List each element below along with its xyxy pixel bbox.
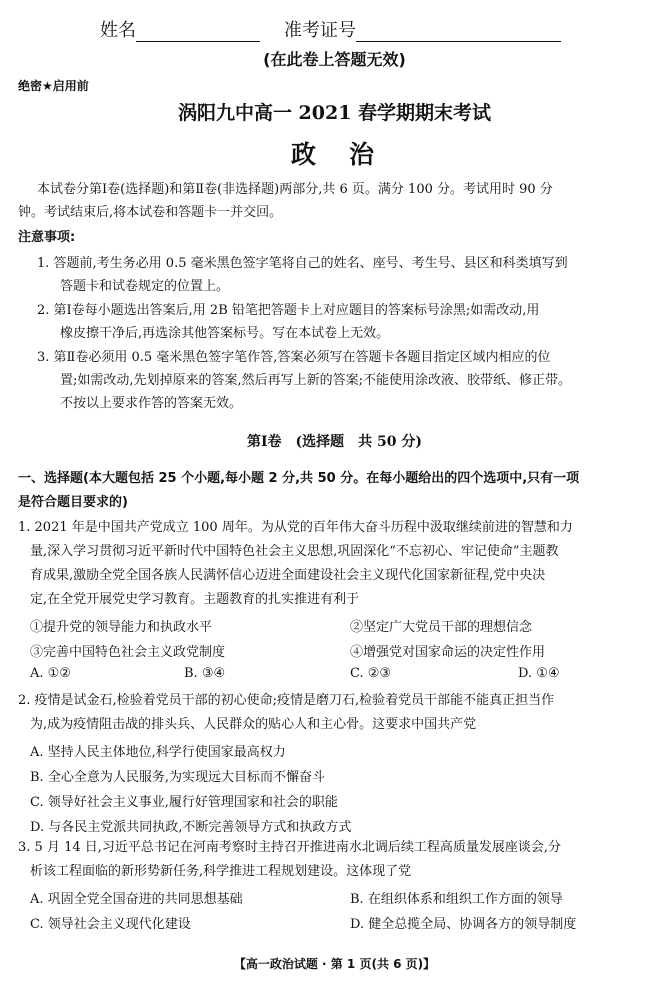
note-line: 橡皮擦干净后,再选涂其他答案标号。写在本试卷上无效。 (60, 326, 390, 341)
name-field-row (100, 16, 260, 42)
name-blank (136, 23, 260, 42)
question-3-choice-a: A. 巩固全党全国奋进的共同思想基础 (30, 892, 243, 907)
question-3-choice-b: B. 在组织体系和组织工作方面的领导 (350, 892, 563, 907)
question-1-stem: 定,在全党开展党史学习教育。主题教育的扎实推进有利于 (30, 592, 360, 607)
question-1-choice-b: B. ③④ (184, 666, 226, 681)
question-3-stem: 3. 5 月 14 日,习近平总书记在河南考察时主持召开推进南水北调后续工程高质量发展座谈会,分 (18, 840, 562, 855)
ticket-blank (356, 23, 561, 42)
ticket-field-row (284, 16, 561, 42)
answer-invalid-notice: (在此卷上答题无效) (263, 50, 406, 69)
question-3-choice-c: C. 领导社会主义现代化建设 (30, 917, 191, 932)
question-3-stem: 析该工程面临的新形势新任务,科学推进工程规划建设。这体现了党 (30, 864, 412, 879)
question-1-stem: 育成果,激励全党全国各族人民满怀信心迈进全面建设社会主义现代化国家新征程,党中央决 (30, 568, 546, 583)
question-1-stem: 1. 2021 年是中国共产党成立 100 周年。为从党的百年伟大奋斗历程中汲取继续前进的智慧和力 (18, 520, 573, 535)
part-instruction: 一、选择题(本大题包括 25 个小题,每小题 2 分,共 50 分。在每小题给出的四个选项中,只有一项 (18, 471, 580, 486)
name-label: 姓名 (100, 20, 136, 41)
question-2-choice-d: D. 与各民主党派共同执政,不断完善领导方式和执政方式 (30, 820, 352, 835)
question-1-item: ①提升党的领导能力和执政水平 (30, 620, 213, 635)
note-line: 答题卡和试卷规定的位置上。 (60, 279, 230, 294)
question-2-stem: 为,成为疫情阻击战的排头兵、人民群众的贴心人和主心骨。这要求中国共产党 (30, 717, 477, 732)
question-2-choice-a: A. 坚持人民主体地位,科学行使国家最高权力 (30, 745, 286, 760)
question-1-item: ③完善中国特色社会主义政党制度 (30, 645, 226, 660)
question-1-choice-c: C. ②③ (350, 666, 392, 681)
ticket-label: 准考证号 (284, 20, 356, 41)
question-1-stem: 量,深入学习贯彻习近平新时代中国特色社会主义思想,巩固深化“不忘初心、牢记使命”主题教 (30, 544, 559, 559)
question-1-choice-d: D. ①④ (518, 666, 560, 681)
note-line: 置;如需改动,先划掉原来的答案,然后再写上新的答案;不能使用涂改液、胶带纸、修正带。 (60, 373, 572, 388)
note-line: 2. 第Ⅰ卷每小题选出答案后,用 2B 铅笔把答题卡上对应题目的答案标号涂黑;如需改动,用 (37, 303, 540, 318)
exam-title: 涡阳九中高一 2021 春学期期末考试 (177, 102, 492, 124)
intro-line: 本试卷分第Ⅰ卷(选择题)和第Ⅱ卷(非选择题)两部分,共 6 页。满分 100 分。考试用时 90 分 (37, 182, 553, 197)
page-footer: 【高一政治试题 · 第 1 页(共 6 页)】 (233, 957, 436, 971)
question-2-choice-c: C. 领导好社会主义事业,履行好管理国家和社会的职能 (30, 795, 338, 810)
question-1-choice-a: A. ①② (30, 666, 71, 681)
question-2-stem: 2. 疫情是试金石,检验着党员干部的初心使命;疫情是磨刀石,检验着党员干部能不能真正担当作 (18, 693, 555, 708)
subject-title: 政 治 (290, 140, 378, 169)
intro-line: 钟。考试结束后,将本试卷和答题卡一并交回。 (18, 205, 283, 220)
part-instruction: 是符合题目要求的) (18, 495, 128, 510)
section-title: 第Ⅰ卷 (选择题 共 50 分) (246, 434, 423, 450)
question-3-choice-d: D. 健全总揽全局、协调各方的领导制度 (350, 917, 577, 932)
note-line: 3. 第Ⅱ卷必须用 0.5 毫米黑色签字笔作答,答案必须写在答题卡各题目指定区域内相应的位 (37, 350, 551, 365)
notes-heading: 注意事项: (18, 230, 76, 245)
note-line: 不按以上要求作答的答案无效。 (60, 396, 243, 411)
question-1-item: ④增强党对国家命运的决定性作用 (350, 645, 546, 660)
question-1-item: ②坚定广大党员干部的理想信念 (350, 620, 533, 635)
secret-label: 绝密★启用前 (18, 79, 89, 93)
question-2-choice-b: B. 全心全意为人民服务,为实现远大目标而不懈奋斗 (30, 770, 325, 785)
note-line: 1. 答题前,考生务必用 0.5 毫米黑色签字笔将自己的姓名、座号、考生号、县区和科类填写到 (37, 256, 568, 271)
